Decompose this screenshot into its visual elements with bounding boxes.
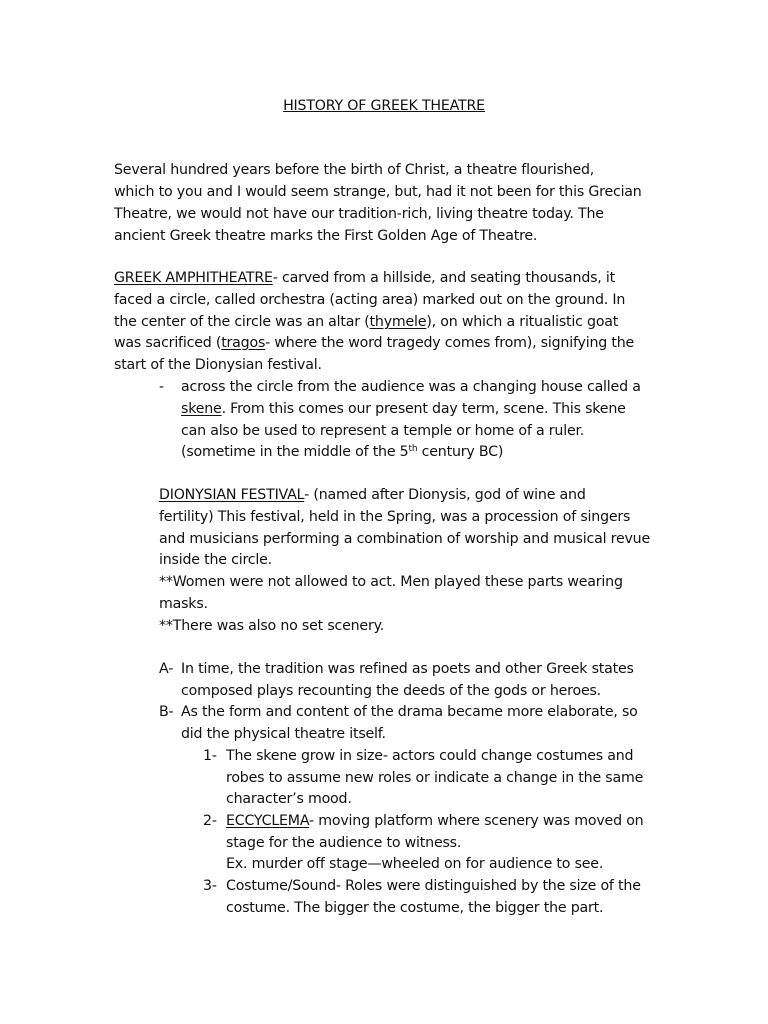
subpoint-marker: 2- bbox=[203, 813, 217, 829]
festival-note: **Women were not allowed to act. Men played these parts wearing bbox=[159, 574, 623, 590]
intro-line: Several hundred years before the birth of Christ, a theatre flourished, bbox=[114, 162, 595, 178]
festival-note: masks. bbox=[159, 596, 208, 612]
festival-line: inside the circle. bbox=[159, 552, 272, 568]
subpoint-line: robes to assume new roles or indicate a change in the same bbox=[226, 770, 644, 786]
point-marker: A- bbox=[159, 661, 174, 677]
eccyclema-term: ECCYCLEMA bbox=[226, 813, 310, 829]
subpoint-marker: 1- bbox=[203, 748, 217, 764]
subpoint-marker: 3- bbox=[203, 878, 217, 894]
amphitheatre-line: the center of the circle was an altar (thymele), on which a ritualistic goat bbox=[114, 314, 619, 330]
bullet-line: (sometime in the middle of the 5th century BC) bbox=[181, 444, 504, 460]
bullet-marker: - bbox=[159, 379, 164, 395]
subpoint-line: Costume/Sound- Roles were distinguished by the size of the bbox=[226, 878, 641, 894]
subpoint-line: Ex. murder off stage—wheeled on for audience to see. bbox=[226, 856, 604, 872]
festival-note: **There was also no set scenery. bbox=[159, 618, 385, 634]
point-line: As the form and content of the drama became more elaborate, so bbox=[181, 704, 638, 720]
point-line: In time, the tradition was refined as poets and other Greek states bbox=[181, 661, 634, 677]
amphitheatre-line: was sacrificed (tragos- where the word tragedy comes from), signifying the bbox=[114, 335, 635, 351]
festival-line: and musicians performing a combination of worship and musical revue bbox=[159, 531, 650, 547]
subpoint-line: The skene grow in size- actors could change costumes and bbox=[226, 748, 634, 764]
amphitheatre-term: GREEK AMPHITHEATRE bbox=[114, 270, 273, 286]
subpoint-line: stage for the audience to witness. bbox=[226, 835, 462, 851]
intro-line: ancient Greek theatre marks the First Golden Age of Theatre. bbox=[114, 228, 538, 244]
festival-term: DIONYSIAN FESTIVAL bbox=[159, 487, 305, 503]
intro-line: which to you and I would seem strange, but, had it not been for this Grecian bbox=[114, 184, 642, 200]
point-line: composed plays recounting the deeds of the gods or heroes. bbox=[181, 683, 601, 699]
bullet-line: can also be used to represent a temple or home of a ruler. bbox=[181, 423, 585, 439]
subpoint-line: ECCYCLEMA- moving platform where scenery was moved on bbox=[226, 813, 644, 829]
amphitheatre-line: faced a circle, called orchestra (acting area) marked out on the ground. In bbox=[114, 292, 626, 308]
skene-term: skene bbox=[181, 401, 222, 417]
page-title: HISTORY OF GREEK THEATRE bbox=[283, 98, 485, 114]
amphitheatre-line: start of the Dionysian festival. bbox=[114, 357, 322, 373]
tragos-term: tragos bbox=[221, 335, 266, 351]
point-marker: B- bbox=[159, 704, 174, 720]
festival-line: DIONYSIAN FESTIVAL- (named after Dionysis, god of wine and bbox=[159, 487, 586, 503]
thymele-term: thymele bbox=[369, 314, 427, 330]
bullet-line: skene. From this comes our present day term, scene. This skene bbox=[181, 401, 626, 417]
point-line: did the physical theatre itself. bbox=[181, 726, 386, 742]
intro-line: Theatre, we would not have our tradition-rich, living theatre today. The bbox=[114, 206, 604, 222]
subpoint-line: costume. The bigger the costume, the bigger the part. bbox=[226, 900, 604, 916]
festival-line: fertility) This festival, held in the Spring, was a procession of singers bbox=[159, 509, 631, 525]
subpoint-line: character’s mood. bbox=[226, 791, 352, 807]
bullet-line: across the circle from the audience was a changing house called a bbox=[181, 379, 641, 395]
amphitheatre-line: GREEK AMPHITHEATRE- carved from a hillside, and seating thousands, it bbox=[114, 270, 616, 286]
